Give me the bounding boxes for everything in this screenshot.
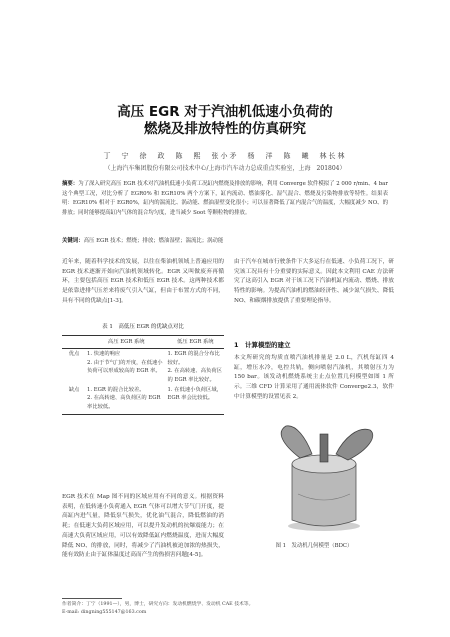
figure-caption: 图 1 发动机几何模型（BDC） <box>275 543 353 549</box>
intake-port <box>281 426 312 458</box>
table-cell: 1. EGR 的混合比较差。 2. 在高转速、高负荷区的 EGR 率比较低。 <box>86 385 167 415</box>
abstract-label: 摘要： <box>62 181 79 187</box>
section-heading: 1 计算模型的建立 <box>234 341 291 349</box>
table-cell: 1. EGR 的混合分布比较好。 2. 在高转速、高负荷区的 EGR 率比较好。 <box>167 351 222 383</box>
egr-comparison-table <box>62 335 224 415</box>
table-cell: 优点 <box>68 351 80 358</box>
table-header-cell <box>62 336 86 349</box>
table-header-cell: 低压 EGR 系统 <box>167 336 224 349</box>
footnote-email: E-mail: dingning555147@163.com <box>62 610 147 615</box>
body-paragraph-left: EGR 技术在 Map 图不同的区域应用有不同的意义。根据资料表明，在低转速小负荷通入 EGR 气体可以增大节气门开度，提高缸内进气量，降低泵气损失，优化油气混合，降低燃油的消耗；在低速大负荷区域应用，可以提升发动机的抗爆震能力；在高速大负荷区域应用，可以有效降低缸内燃烧温度，进而大幅度降低 NO、的排放，同时，将减少了汽油机被迫加浓的热损失，能有效防止由于缸体温度过高而产生的热损害问题[4-5]。 <box>62 494 224 559</box>
keywords <box>62 237 388 246</box>
table-cell: 缺点 <box>62 385 86 415</box>
paper-title-line-1: 高压 EGR 对于汽油机低速小负荷的 <box>117 104 333 120</box>
table-header-cell: 高压 EGR 系统 <box>86 336 167 349</box>
paper-title-line-2: 燃烧及排放特性的仿真研究 <box>144 121 306 137</box>
engine-geometry-figure <box>262 424 388 534</box>
table-row <box>62 385 224 415</box>
table-cell: 1. 在低速小负荷区域，EGR 率会比较低。 <box>167 385 224 415</box>
footnote-rule <box>62 598 122 599</box>
keywords-label: 关键词： <box>62 238 84 244</box>
injector <box>320 434 328 462</box>
intro-paragraph-left: 近年来，随着科学技术的发展，以往在柴油机领域上普遍应用的 EGR 技术逐渐开始向汽油机领域转化。EGR 又叫做废弃再循环，主要包括高压 EGR 技术和低压 EGR 技术。这两种技术都是依靠进排气压差来将废气引入气缸，但由于布置方式的不同，具有不同的优缺点[1-3]。 <box>62 259 224 304</box>
footnote-author-bio: 作者简介：丁宁（1991—），男，博士，研究方向：发动机燃烧学、发动机 CAE 技术等。 <box>62 602 254 607</box>
author-footnote <box>62 601 388 617</box>
abstract <box>62 180 388 218</box>
section-paragraph: 本文所研究的均质直喷汽油机排量是 2.0 L，汽机每缸四 4 缸，增压水冷，电控共轨，侧向喷射汽油机，其喷射压力为 150 bar。该发动机燃烧系统主止点位置几何模型如图 1 所示。三维 CFD 计算采用了通用流体软件 Converge2.3，软件中计算模型的设置见表 2。 <box>234 355 394 400</box>
table-caption: 表 1 高低压 EGR 的优缺点对比 <box>102 324 184 330</box>
affiliation: （上海汽车集团股份有限公司技术中心/上海市汽车动力总成重点实验室，上海 201804） <box>104 165 346 172</box>
table-cell: 1. 快速的响应 2. 由于节气门的开度，在低速小负荷可以形成较高的 EGR 率。 <box>87 351 163 375</box>
exhaust-port <box>336 429 373 460</box>
table-row <box>62 349 224 385</box>
keywords-text: 高压 EGR 技术；燃烧；排放；燃油湿壁；湍流比；涡动能 <box>83 238 224 244</box>
intro-paragraph-right: 由于汽车在城市行驶条件下大多运行在低速、小负荷工况下，研究该工况具有十分重要的实际意义。因此本文利用 CAE 方法研究了这高引入 EGR 对于该工况下汽油机缸内流动、燃烧、排放特性的影响。为提高汽油机的燃油经济性、减少氮气损失、降低 NO、和碳烟排放提供了重要理论指导。 <box>234 259 394 304</box>
abstract-text: 为了深入研究高压 EGR 技术对汽油机低速小负荷工况缸内燃烧及排放的影响，利用 Converge 软件模拟了 2 000 r/min、4 bar 这个典型工况，对比分析了 EGR0% 和 EGR10% 两个方案下，缸内流动、燃油雾化、湿气混合、燃烧及污染物排放等特性。结果表明：EGR10% 相对于 EGR0%，缸内的湍流比、涡动能、燃油湿壁变化很小；可以显著降低了缸内混合气的温度，大幅度减少 NO、的排放；同时能够提高缸内气体的混合均匀度，进当减少 Soot 等颗粒物的排放。 <box>62 181 388 216</box>
author-list: 丁 宁 徐 政 陈 熙 张小矛 杨 洋 陈 曦 林长林 <box>103 152 347 160</box>
